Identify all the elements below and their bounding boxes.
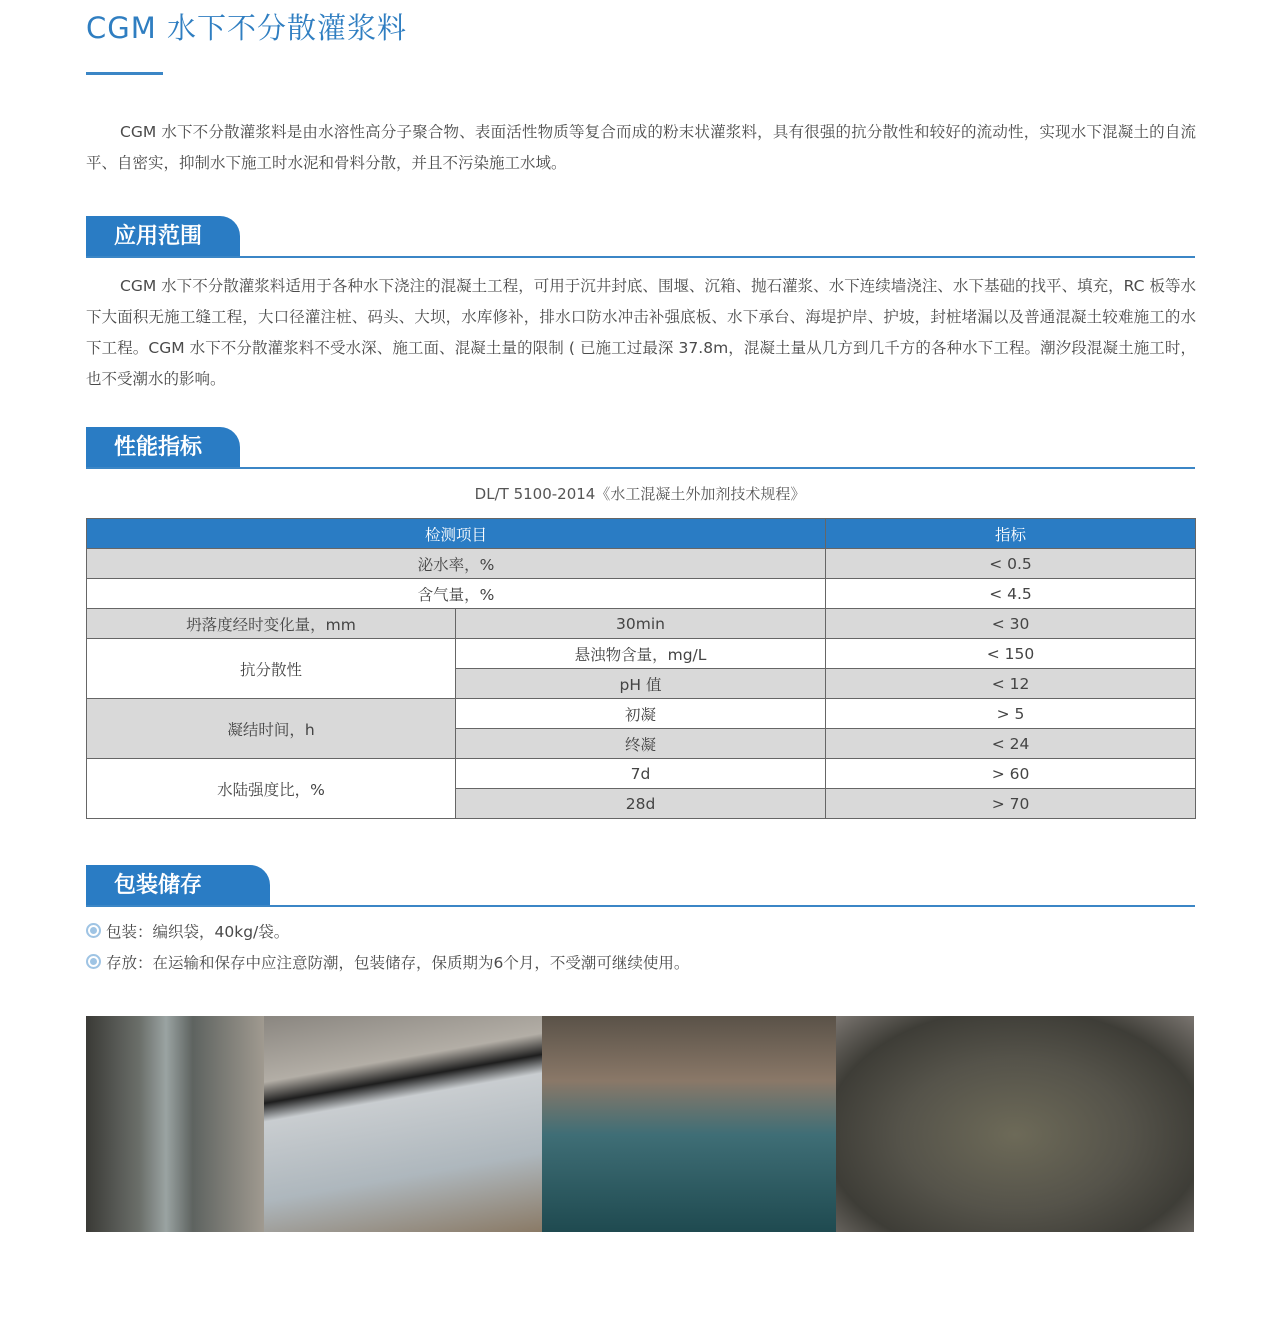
section-header-performance bbox=[86, 427, 1195, 469]
cell-value: < 30 bbox=[826, 609, 1196, 639]
section-header-application bbox=[86, 216, 1195, 258]
photo-underwater-pit bbox=[836, 1016, 1194, 1232]
cell-item: 泌水率，% bbox=[87, 549, 826, 579]
header-value: 指标 bbox=[826, 519, 1196, 549]
photo-wrapped-column bbox=[264, 1016, 542, 1232]
table-row bbox=[87, 549, 1196, 579]
cell-sub: 终凝 bbox=[456, 729, 826, 759]
cell-value: < 24 bbox=[826, 729, 1196, 759]
table-row bbox=[87, 579, 1196, 609]
cell-value: > 70 bbox=[826, 789, 1196, 819]
intro-paragraph: CGM 水下不分散灌浆料是由水溶性高分子聚合物、表面活性物质等复合而成的粉末状灌浆料，具有很强的抗分散性和较好的流动性，实现水下混凝土的自流平、自密实，抑制水下施工时水泥和骨料分散，并且不污染施工水域。 bbox=[86, 123, 1196, 172]
header-item: 检测项目 bbox=[87, 519, 826, 549]
cell-item: 水陆强度比，% bbox=[87, 759, 456, 819]
page-title: CGM 水下不分散灌浆料 bbox=[86, 11, 407, 45]
cell-value: < 4.5 bbox=[826, 579, 1196, 609]
circle-bullet-icon bbox=[86, 923, 101, 938]
application-paragraph: CGM 水下不分散灌浆料适用于各种水下浇注的混凝土工程，可用于沉井封底、围堰、沉箱、抛石灌浆、水下连续墙浇注、水下基础的找平、填充，RC 板等水下大面积无施工缝工程，大口径灌注桩、码头、大坝，水库修补，排水口防水冲击补强底板、水下承台、海堤护岸、护坡，封桩堵漏以及普通混凝土较难施工的水下工程。CGM 水下不分散灌浆料不受水深、施工面、混凝土量的限制 ( 已施工过最深 37.8m，混凝土量从几方到几千方的各种水下工程。潮汐段混凝土施工时，也不受潮水的影响。 bbox=[86, 277, 1196, 388]
section-title: 应用范围 bbox=[86, 216, 240, 256]
cell-sub: 悬浊物含量，mg/L bbox=[456, 639, 826, 669]
list-item-text: 存放：在运输和保存中应注意防潮，包装储存，保质期为6个月，不受潮可继续使用。 bbox=[106, 954, 690, 972]
cell-value: < 150 bbox=[826, 639, 1196, 669]
performance-table bbox=[86, 518, 1196, 819]
cell-value: < 0.5 bbox=[826, 549, 1196, 579]
cell-value: > 60 bbox=[826, 759, 1196, 789]
cell-sub: pH 值 bbox=[456, 669, 826, 699]
table-caption: DL/T 5100-2014《水工混凝土外加剂技术规程》 bbox=[474, 485, 806, 503]
table-row bbox=[87, 609, 1196, 639]
table-row bbox=[87, 759, 1196, 789]
list-item-text: 包装：编织袋，40kg/袋。 bbox=[106, 923, 290, 941]
table-header-row bbox=[87, 519, 1196, 549]
cell-item: 抗分散性 bbox=[87, 639, 456, 699]
cell-sub: 30min bbox=[456, 609, 826, 639]
cell-sub: 7d bbox=[456, 759, 826, 789]
cell-sub: 初凝 bbox=[456, 699, 826, 729]
section-title: 性能指标 bbox=[86, 427, 240, 467]
table-row bbox=[87, 699, 1196, 729]
cell-value: > 5 bbox=[826, 699, 1196, 729]
cell-value: < 12 bbox=[826, 669, 1196, 699]
title-underline bbox=[86, 72, 163, 75]
table-row bbox=[87, 639, 1196, 669]
cell-item: 含气量，% bbox=[87, 579, 826, 609]
list-item bbox=[86, 920, 289, 942]
section-title: 包装储存 bbox=[86, 865, 270, 905]
cell-item: 凝结时间，h bbox=[87, 699, 456, 759]
cell-sub: 28d bbox=[456, 789, 826, 819]
section-header-packaging bbox=[86, 865, 1195, 907]
photo-pipe-pile bbox=[86, 1016, 264, 1232]
list-item bbox=[86, 951, 689, 973]
cell-item: 坍落度经时变化量，mm bbox=[87, 609, 456, 639]
photo-bridge-piers-water bbox=[542, 1016, 836, 1232]
circle-bullet-icon bbox=[86, 954, 101, 969]
